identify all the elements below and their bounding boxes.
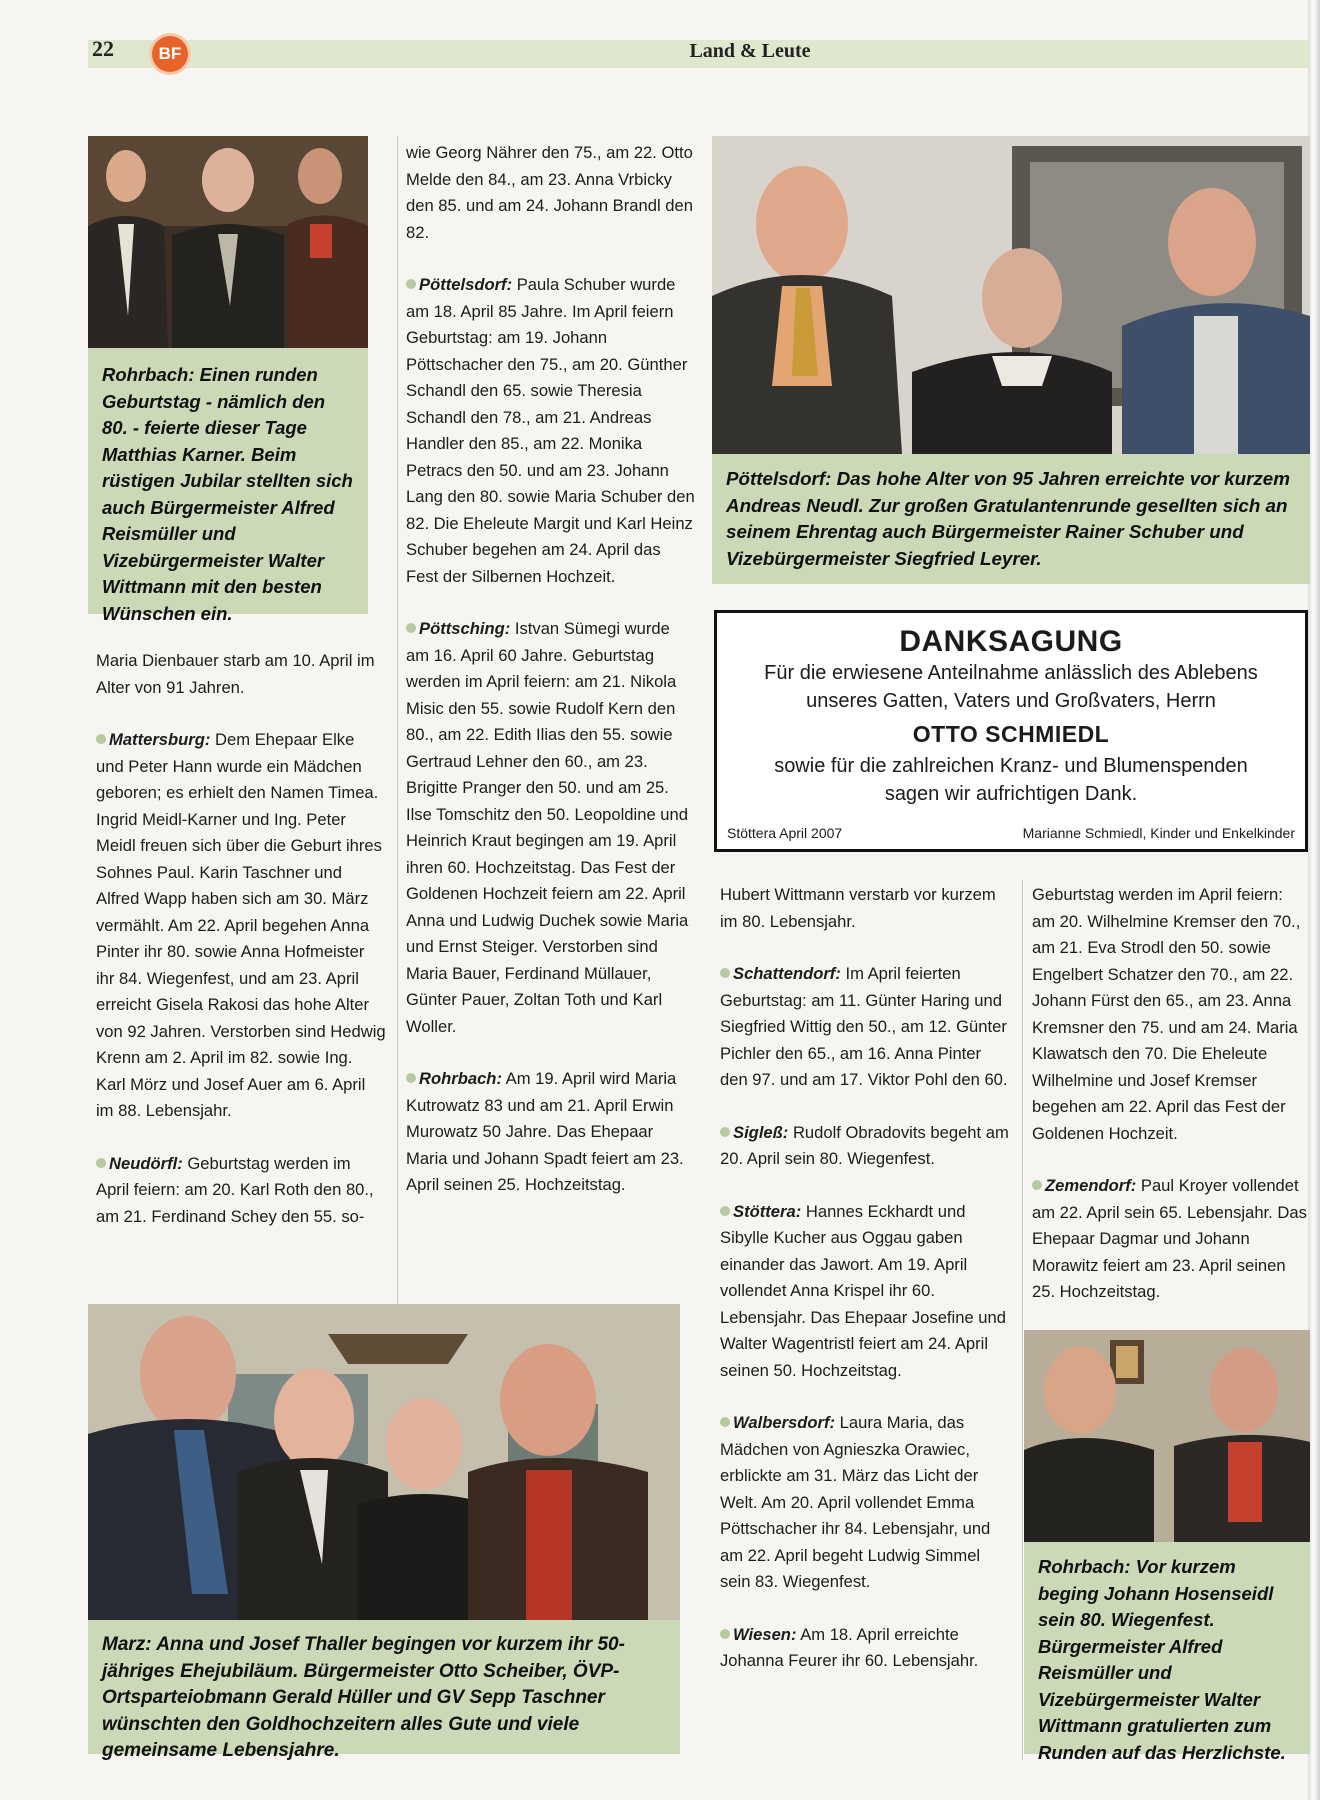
- column-rule: [1022, 880, 1023, 1760]
- paragraph: Geburtstag werden im April feiern: am 20. Wilhelmine Kremser den 70., am 21. Eva Strodl den 50. sowie Engelbert Schatzer den 70., am 22. Johann Fürst den 65., am 23. Anna Kremsner den 75. und am 24. Maria Klawatsch den 70. Die Eheleute Wilhelmine und Josef Kremser begehen am 22. April das Fest der Goldenen Hochzeit.: [1032, 885, 1301, 1143]
- photo-rohrbach-karner: [88, 136, 368, 348]
- paragraph-poettelsdorf: [406, 272, 696, 590]
- bullet-icon: [720, 1417, 730, 1427]
- paragraph-text: Geburtstag werden im April feiern: am 20. Karl Roth den 80., am 21. Ferdinand Schey den 55. so-: [96, 1153, 374, 1226]
- paragraph: Maria Dienbauer starb am 10. April im Alter von 91 Jahren.: [96, 651, 375, 697]
- paragraph-text: Rudolf Obradovits begeht am 20. April sein 80. Wiegenfest.: [720, 1122, 1009, 1168]
- paragraph-schattendorf: [720, 961, 1010, 1094]
- column-4: [1032, 882, 1310, 1306]
- notice-text-2: sowie für die zahlreichen Kranz- und Blumenspenden sagen wir aufrichtigen Dank.: [774, 755, 1248, 805]
- column-2: [406, 140, 696, 1199]
- section-title: Land & Leute: [689, 40, 811, 62]
- paragraph-mattersburg: [96, 727, 386, 1125]
- paragraph-text: Istvan Sümegi wurde am 16. April 60 Jahre. Geburtstag werden im April feiern: am 21. Nikola Misic den 55. sowie Rudolf Kern den 80., am 22. Edith Ilias den 55. sowie Gertraud Lehner den 60., am 23. Brigitte Pranger den 50. und am 25. Ilse Tomschitz den 50. Leopoldine und Heinrich Kraut begingen am 19. April ihren 60. Hochzeitstag. Das Fest der Goldenen Hochzeit feiern am 22. April Anna und Ludwig Duchek sowie Maria und Ernst Steiger. Verstorben sind Maria Bauer, Ferdinand Müllauer, Günter Pauer, Zoltan Toth und Karl Woller.: [406, 619, 689, 1036]
- paragraph-sigless: [720, 1120, 1010, 1173]
- notice-title: DANKSAGUNG: [899, 625, 1123, 658]
- place-name: Sigleß:: [733, 1122, 789, 1142]
- paragraph-stoettera: [720, 1199, 1010, 1385]
- caption-rohrbach-bottom: Rohrbach: Vor kurzem beging Johann Hosenseidl sein 80. Wiegenfest. Bürgermeister Alfred Reismüller und Vizebürgermeister Walter Wittmann gratulierten zum Runden auf das Herzlichste.: [1024, 1542, 1310, 1754]
- bullet-icon: [406, 279, 416, 289]
- paragraph-poettsching: [406, 616, 696, 1040]
- notice-footer: [727, 825, 1295, 841]
- publication-logo: BF: [152, 36, 188, 72]
- column-rule: [397, 136, 398, 1306]
- caption-marz: Marz: Anna und Josef Thaller begingen vor kurzem ihr 50-jähriges Ehejubiläum. Bürgermeister Otto Scheiber, ÖVP-Ortsparteiobmann Gerald Hüller und GV Sepp Taschner wünschten den Goldhochzeitern alles Gute und viele gemeinsame Lebensjahre.: [88, 1620, 680, 1754]
- bullet-icon: [720, 1629, 730, 1639]
- photo-rohrbach-hosenseidl: [1024, 1330, 1310, 1542]
- paragraph: wie Georg Nährer den 75., am 22. Otto Melde den 84., am 23. Anna Vrbicky den 85. und am 24. Johann Brandl den 82.: [406, 143, 693, 242]
- place-name: Zemendorf:: [1045, 1176, 1137, 1195]
- notice-text: Für die erwiesene Anteilnahme anlässlich des Ablebens unseres Gatten, Vaters und Großvaters, Herrn: [764, 662, 1258, 712]
- notice-name: OTTO SCHMIEDL: [912, 721, 1110, 747]
- paragraph: Hubert Wittmann verstarb vor kurzem im 80. Lebensjahr.: [720, 885, 996, 931]
- caption-poettelsdorf: Pöttelsdorf: Das hohe Alter von 95 Jahren erreichte vor kurzem Andreas Neudl. Zur großen Gratulantenrunde gesellten sich an seinem Ehrentag auch Bürgermeister Rainer Schuber und Vizebürgermeister Siegfried Leyrer.: [712, 454, 1310, 584]
- place-name: Pöttelsdorf:: [419, 275, 513, 294]
- caption-rohrbach-top: Rohrbach: Einen runden Geburtstag - nämlich den 80. - feierte dieser Tage Matthias Karner. Beim rüstigen Jubilar stellten sich auch Bürgermeister Alfred Reismüller und Vizebürgermeister Walter Wittmann mit den besten Wünschen ein.: [88, 348, 368, 614]
- paragraph-text: Am 18. April erreichte Johanna Feurer ihr 60. Lebensjahr.: [720, 1624, 979, 1670]
- bullet-icon: [406, 623, 416, 633]
- paragraph-text: Im April feierten Geburtstag: am 11. Günter Haring und Siegfried Wittig den 50., am 12. Günter Pichler den 65., am 16. Anna Pinter den 97. und am 17. Viktor Pohl den 60.: [720, 964, 1008, 1089]
- place-name: Mattersburg:: [109, 730, 211, 749]
- notice-signature: Marianne Schmiedl, Kinder und Enkelkinder: [1022, 825, 1295, 841]
- bullet-icon: [96, 734, 106, 744]
- page-number: 22: [92, 36, 114, 61]
- column-3: [720, 882, 1010, 1675]
- bullet-icon: [406, 1073, 416, 1083]
- bullet-icon: [720, 1127, 730, 1137]
- photo-poettelsdorf-neudl: [712, 136, 1310, 454]
- paragraph-text: Laura Maria, das Mädchen von Agnieszka Orawiec, erblickte am 31. März das Licht der Welt. Am 20. April vollendet Emma Pöttschacher ihr 84. Lebensjahr, und am 22. April begeht Ludwig Simmel sein 83. Wiegenfest.: [720, 1413, 991, 1591]
- paragraph-text: Hannes Eckhardt und Sibylle Kucher aus Oggau gaben einander das Jawort. Am 19. April vollendet Anna Krispel ihr 60. Lebensjahr. Das Ehepaar Josefine und Walter Wagentristl feiert am 24. April seinen 50. Hochzeitstag.: [720, 1201, 1006, 1380]
- bullet-icon: [96, 1158, 106, 1168]
- paragraph-neudoerfl: [96, 1151, 386, 1231]
- place-name: Schattendorf:: [733, 964, 841, 983]
- place-name: Neudörfl:: [109, 1153, 183, 1173]
- paragraph-zemendorf: [1032, 1173, 1310, 1306]
- place-name: Wiesen:: [733, 1624, 797, 1644]
- bullet-icon: [1032, 1180, 1042, 1190]
- paragraph-walbersdorf: [720, 1410, 1010, 1596]
- place-name: Rohrbach:: [419, 1069, 502, 1088]
- paragraph-text: Dem Ehepaar Elke und Peter Hann wurde ein Mädchen geboren; es erhielt den Namen Timea. Ingrid Meidl-Karner und Ing. Peter Meidl freuen sich über die Geburt ihres Sohnes Paul. Karin Taschner und Alfred Wapp haben sich am 30. März vermählt. Am 22. April begehen Anna Pinter ihr 80. sowie Anna Hofmeister ihr 84. Wiegenfest, und am 23. April erreicht Gisela Rakosi das hohe Alter von 92 Jahren. Verstorben sind Hedwig Krenn am 2. April im 82. sowie Ing. Karl Mörz und Josef Auer am 6. April im 88. Lebensjahr.: [96, 730, 386, 1120]
- paragraph-wiesen: [720, 1622, 1010, 1675]
- bullet-icon: [720, 968, 730, 978]
- column-1: [96, 648, 386, 1230]
- place-name: Stöttera:: [733, 1201, 802, 1221]
- place-name: Walbersdorf:: [733, 1413, 836, 1432]
- paragraph-rohrbach: [406, 1066, 696, 1199]
- photo-marz-thaller: [88, 1304, 680, 1620]
- notice-place-date: Stöttera April 2007: [727, 825, 843, 841]
- place-name: Pöttsching:: [419, 619, 511, 638]
- paragraph-text: Paul Kroyer vollendet am 22. April sein 65. Lebensjahr. Das Ehepaar Dagmar und Johann Morawitz feiert am 23. April seinen 25. Hochzeitstag.: [1032, 1176, 1307, 1301]
- paragraph-text: Am 19. April wird Maria Kutrowatz 83 und am 21. April Erwin Murowatz 50 Jahre. Das Ehepaar Maria und Johann Spadt feiert am 23. April seinen 25. Hochzeitstag.: [406, 1069, 684, 1194]
- paragraph-text: Paula Schuber wurde am 18. April 85 Jahre. Im April feiern Geburtstag: am 19. Johann Pöttschacher den 75., am 20. Günther Schandl den 65. sowie Theresia Schandl den 78., am 21. Andreas Handler den 85., am 22. Monika Petracs den 50. und am 23. Johann Lang den 80. sowie Maria Schuber den 82. Die Eheleute Margit und Karl Heinz Schuber begehen am 24. April das Fest der Silbernen Hochzeit.: [406, 275, 695, 586]
- danksagung-notice: [714, 610, 1308, 852]
- bullet-icon: [720, 1206, 730, 1216]
